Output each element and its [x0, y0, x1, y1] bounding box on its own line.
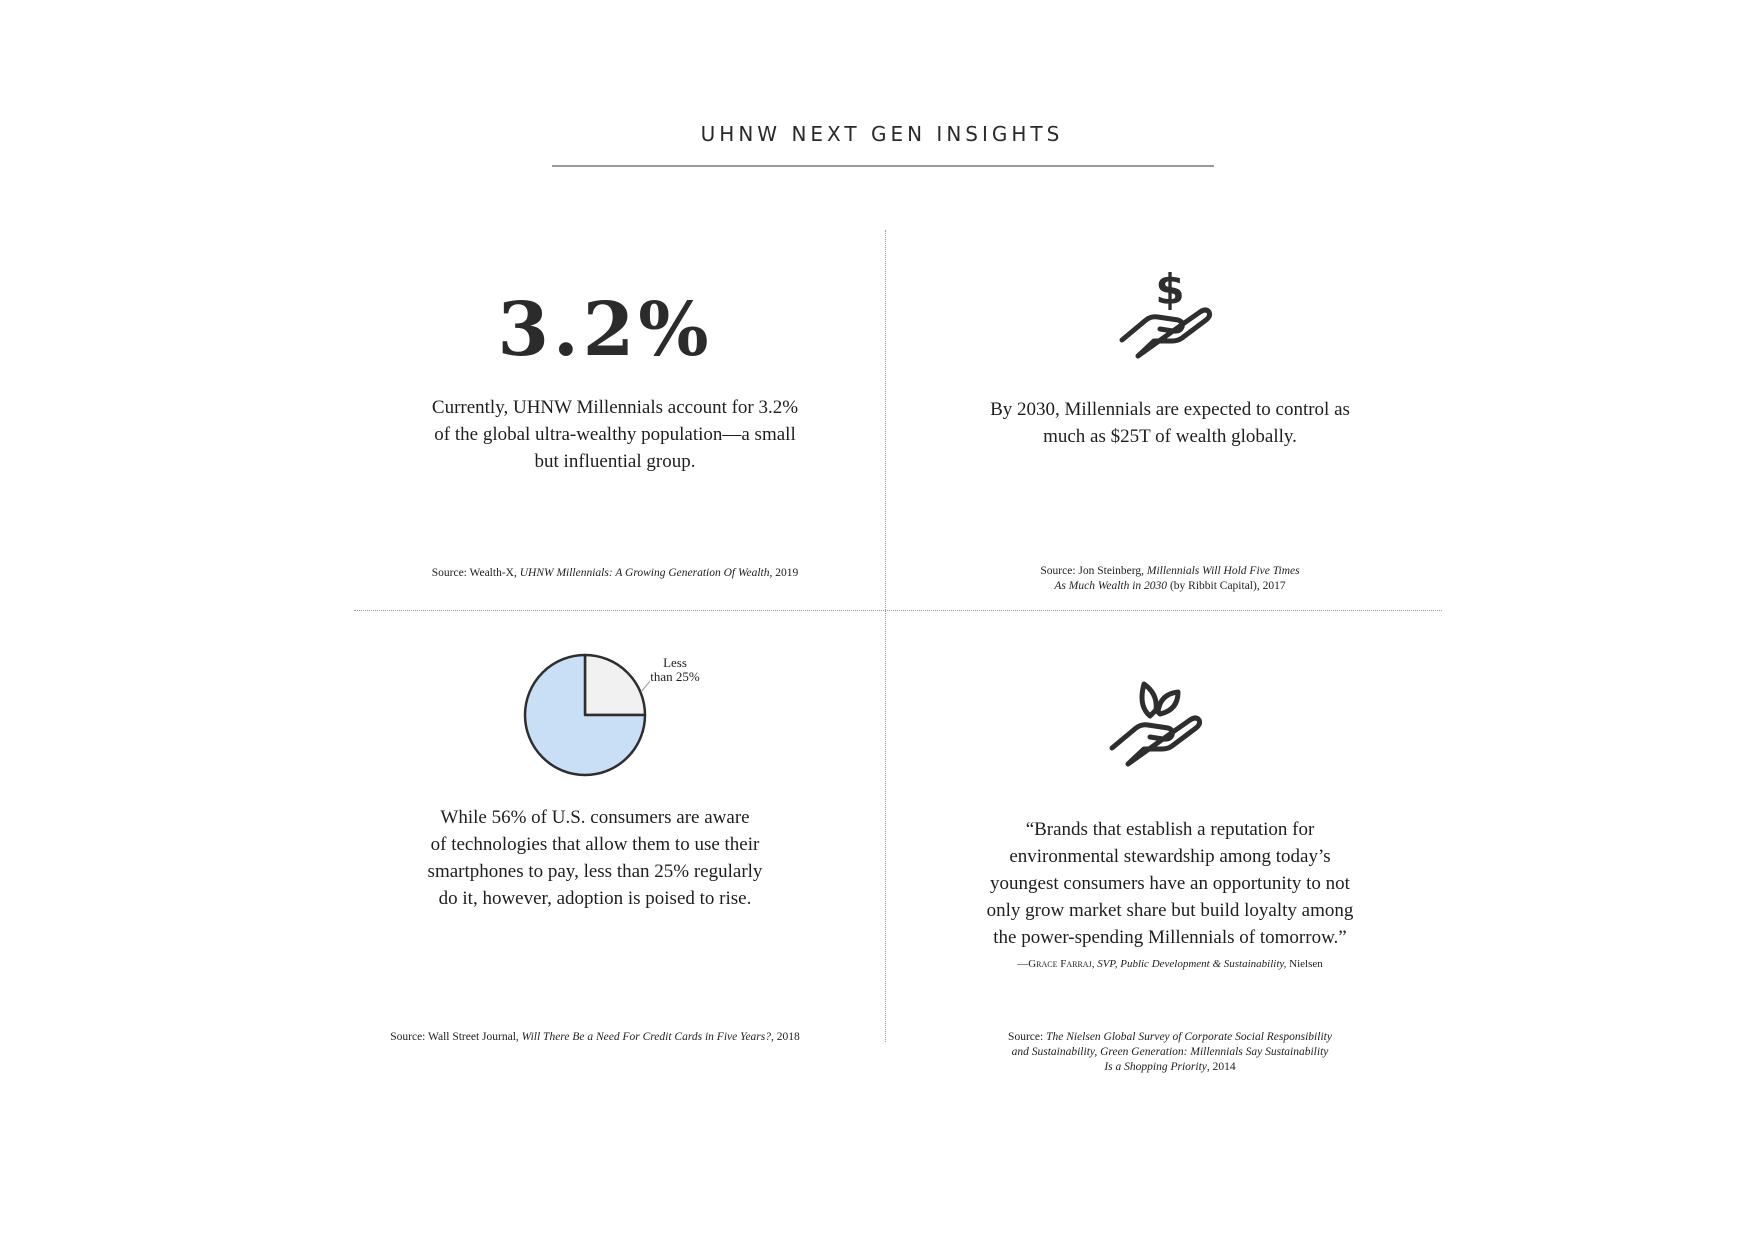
source-title: Millennials Will Hold Five Times — [1146, 565, 1300, 577]
text-line: While 56% of U.S. consumers are aware — [440, 807, 750, 828]
pie-chart — [520, 650, 650, 780]
text-line: of technologies that allow them to use their — [430, 834, 760, 855]
source-suffix: , 2014 — [1206, 1061, 1236, 1073]
source-citation — [960, 564, 1380, 594]
attribution-role: SVP, Public Development & Sustainability, — [1097, 958, 1287, 970]
stat-description — [400, 394, 830, 475]
text-line: of the global ultra-wealthy population—a small — [434, 424, 796, 445]
source-title: As Much Wealth in 2030 — [1054, 580, 1168, 592]
title-divider — [552, 165, 1214, 167]
quote — [950, 816, 1390, 951]
stat-value: 3.2% — [497, 287, 713, 373]
text-line: By 2030, Millennials are expected to control as — [990, 399, 1350, 420]
page-title: UHNW NEXT GEN INSIGHTS — [700, 122, 1064, 146]
source-citation — [345, 1030, 845, 1045]
dollar-sign-icon: $ — [1155, 265, 1185, 314]
attribution-name: —Grace Farraj, — [1017, 958, 1098, 970]
source-citation — [940, 1030, 1400, 1075]
source-suffix: , 2019 — [769, 567, 799, 579]
pie-label-line: Less — [663, 655, 687, 670]
text-line: Currently, UHNW Millennials account for 3.2% — [431, 397, 799, 418]
pie-slice-less-than-25 — [585, 655, 645, 715]
quote-line: only grow market share but build loyalty among — [986, 900, 1354, 921]
source-prefix: Source: Wealth-X, — [431, 567, 520, 579]
dollar-hand-icon — [1118, 264, 1218, 364]
source-citation — [380, 566, 850, 581]
vertical-divider — [885, 230, 886, 1042]
leaf-icon — [1142, 684, 1156, 716]
horizontal-divider — [354, 610, 1442, 611]
source-title: and Sustainability, Green Generation: Millennials Say Sustainability — [1011, 1046, 1329, 1058]
wealth-description — [960, 396, 1380, 450]
attribution-org: Nielsen — [1286, 958, 1323, 970]
leaf-icon — [1158, 692, 1178, 714]
text-line: smartphones to pay, less than 25% regularly — [427, 861, 763, 882]
plant-hand-icon — [1108, 672, 1218, 772]
quote-line: “Brands that establish a reputation for — [1025, 819, 1315, 840]
payments-description — [400, 804, 790, 912]
quote-line: youngest consumers have an opportunity to not — [990, 873, 1350, 894]
source-prefix: Source: Jon Steinberg, — [1040, 565, 1147, 577]
text-line: much as $25T of wealth globally. — [1043, 426, 1297, 447]
source-title: The Nielsen Global Survey of Corporate Social Responsibility — [1046, 1031, 1332, 1043]
source-suffix: (by Ribbit Capital), 2017 — [1167, 580, 1286, 592]
source-suffix: , 2018 — [771, 1031, 800, 1043]
quote-line: environmental stewardship among today’s — [1009, 846, 1331, 867]
source-prefix: Source: — [1008, 1031, 1047, 1043]
pie-label-line: than 25% — [650, 669, 700, 684]
text-line: do it, however, adoption is poised to rise. — [438, 888, 752, 909]
quote-attribution — [950, 957, 1390, 971]
text-line: but influential group. — [534, 451, 696, 472]
source-title: Is a Shopping Priority — [1104, 1061, 1207, 1073]
source-prefix: Source: Wall Street Journal, — [390, 1031, 522, 1043]
pie-slice-label — [640, 656, 710, 684]
quote-line: the power-spending Millennials of tomorrow.” — [993, 927, 1347, 948]
source-title: Will There Be a Need For Credit Cards in Five Years? — [521, 1031, 772, 1043]
source-title: UHNW Millennials: A Growing Generation Of Wealth — [519, 567, 770, 579]
